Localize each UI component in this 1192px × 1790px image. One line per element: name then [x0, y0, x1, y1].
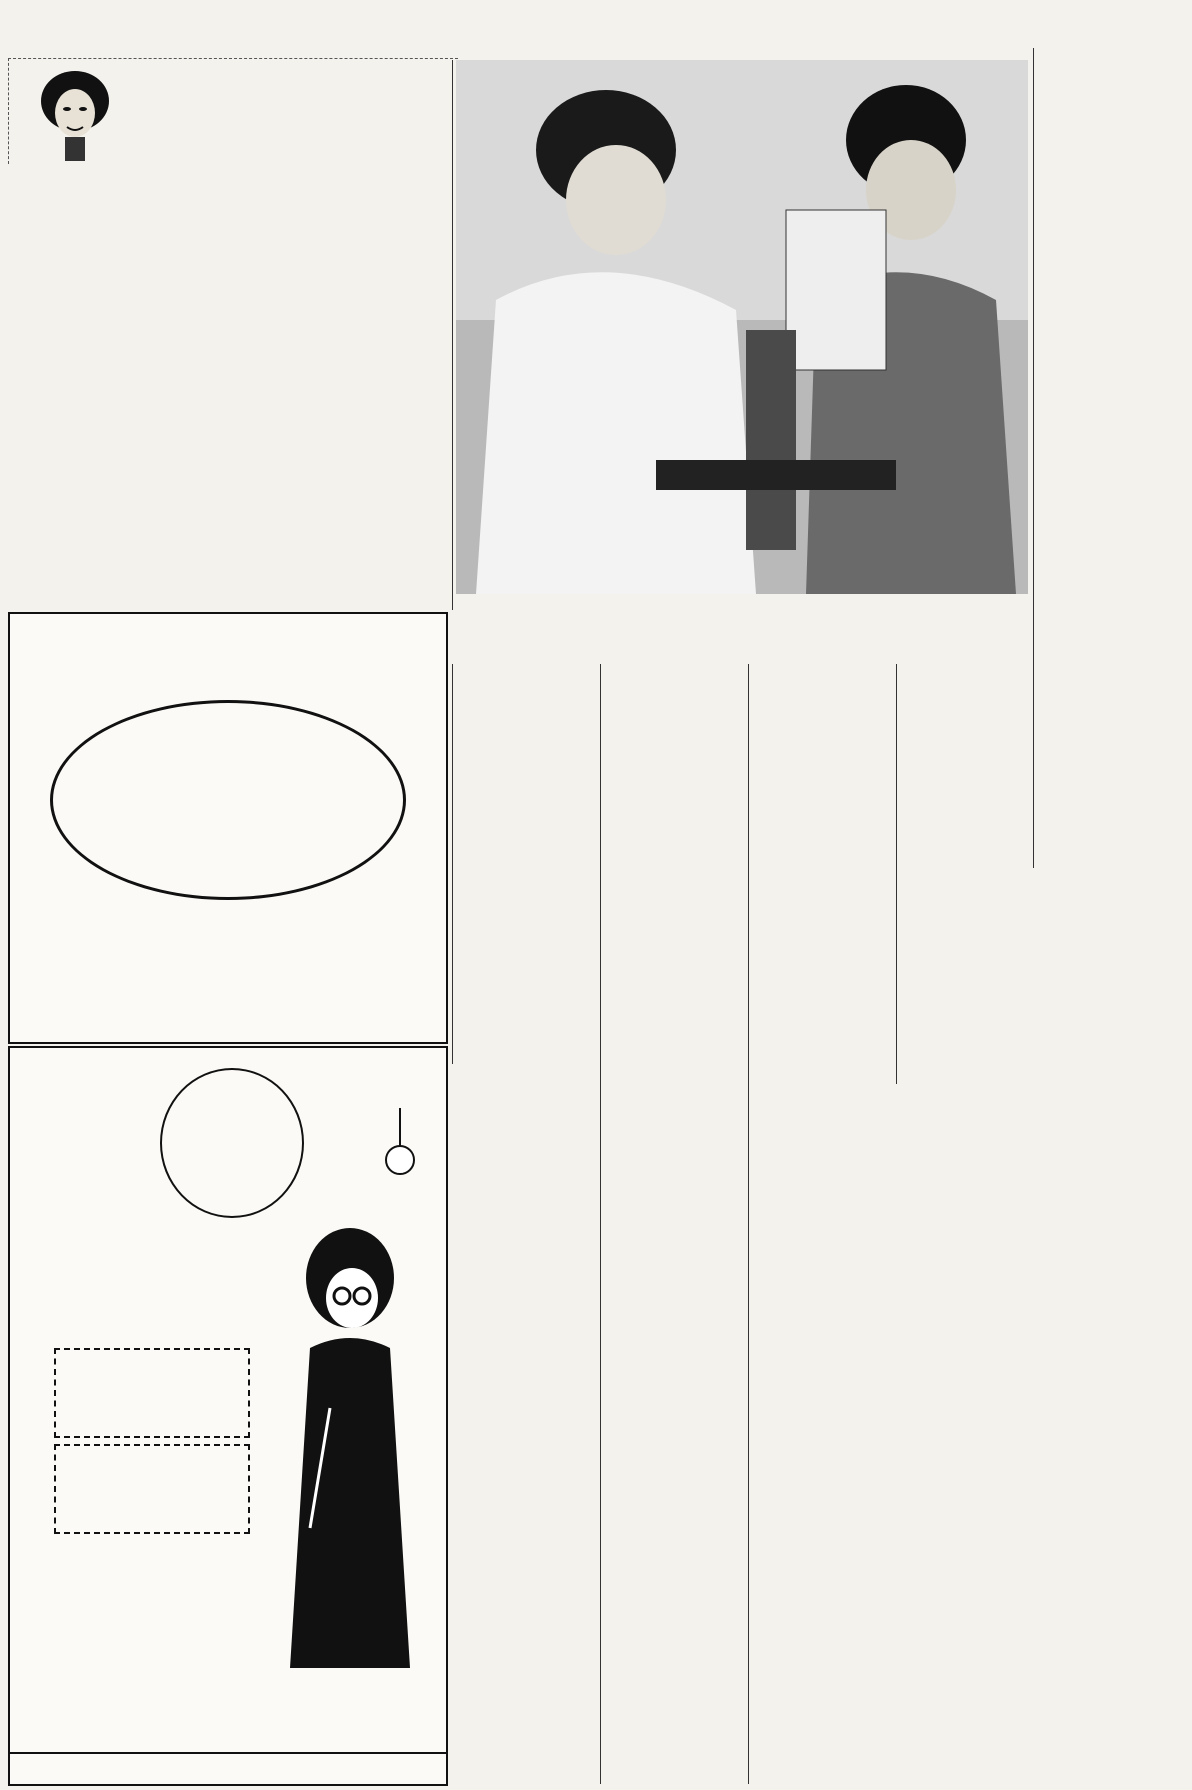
speech-bubble: [160, 1068, 304, 1218]
roman-house-ad: [8, 612, 448, 990]
library-body: [1040, 676, 1186, 868]
books-body: [1040, 114, 1186, 334]
gardening-col-1: [8, 162, 148, 612]
gardening-header: [8, 58, 458, 164]
oes-body: [1040, 402, 1186, 620]
roman-owners: [40, 1022, 420, 1033]
diabetic-photo: [456, 60, 1028, 594]
um-body: [456, 714, 596, 924]
columnist-portrait-icon: [35, 65, 115, 161]
nurse-and-boy-photo-icon: [456, 60, 1028, 594]
jeans-ad: [8, 1046, 448, 1786]
photo-caption-a: [458, 596, 742, 660]
haircut-coupon[interactable]: [54, 1444, 250, 1534]
perm-coupon[interactable]: [54, 1348, 250, 1438]
lusky-body: [604, 704, 744, 864]
gardening-col-3: [302, 162, 450, 662]
miracle-body-top: [604, 974, 744, 1084]
masthead: [14, 40, 314, 56]
columnist-photo: [35, 65, 115, 161]
entertainment-oval: [50, 700, 406, 900]
photo-caption-b: [748, 596, 1030, 660]
jeans-location: [10, 1752, 446, 1782]
roman-house-ad-bottom: [8, 988, 448, 1044]
woman-illustration-icon: [290, 1108, 440, 1668]
gardening-col-2: [156, 162, 296, 612]
turley-body: [456, 966, 596, 1064]
